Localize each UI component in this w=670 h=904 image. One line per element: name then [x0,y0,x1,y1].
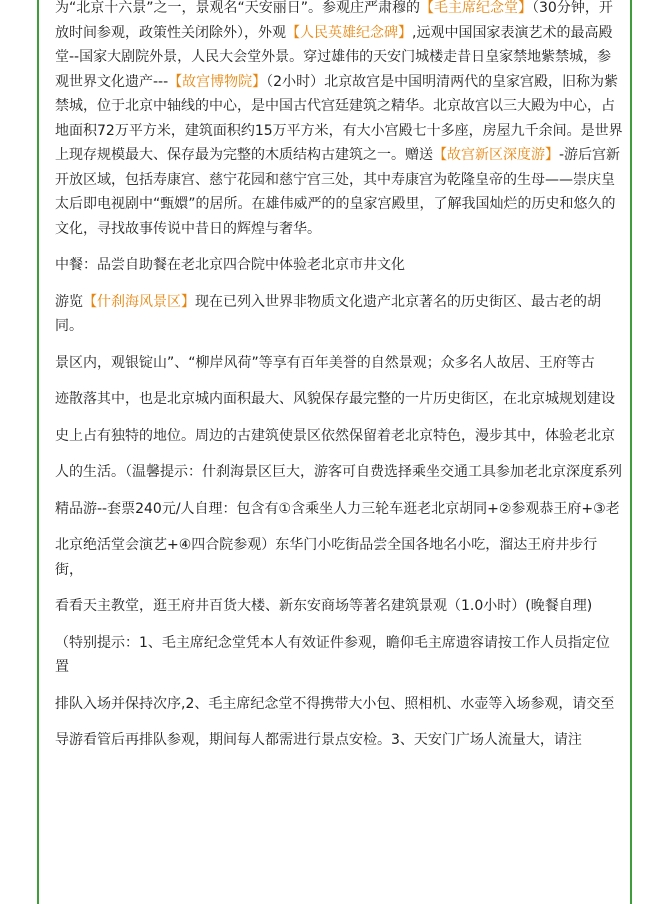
highlight-link[interactable]: 【毛主席纪念堂】 [420,0,533,16]
paragraph: 北京绝活堂会演艺+④四合院参观）东华门小吃街品尝全国各地名小吃，溜达王府井步行街， [55,537,598,578]
paragraph: 看看天主教堂，逛王府井百货大楼、新东安商场等著名建筑景观（1.0小时）(晚餐自理) [55,598,593,614]
shichahai-paragraph [55,290,623,339]
paragraph: 史上占有独特的地位。周边的古建筑使景区依然保留着老北京特色，漫步其中，体验老北京 [55,427,615,444]
paragraph: 导游看管后再排队参观，期间每人都需进行景点安检。3、天安门广场人流量大，请注 [55,732,582,748]
paragraph: 景区内，观银锭山”、“柳岸风荷”等享有百年美誉的自然景观；众多名人故居、王府等古 [55,354,595,371]
paragraph: 排队入场并保持次序,2、毛主席纪念堂不得携带大小包、照相机、水壶等入场参观，请交至 [55,695,615,712]
paragraph: （特别提示：1、毛主席纪念堂凭本人有效证件参观，瞻仰毛主席遗容请按工作人员指定位置 [55,634,610,675]
paragraph: 迹散落其中，也是北京城内面积最大、风貌保存最完整的一片历史街区，在北京城规划建设 [55,391,615,407]
paragraph: 人的生活。（温馨提示：什刹海景区巨大，游客可自费选择乘坐交通工具参加老北京深度系列 [55,464,622,480]
paragraph-text: （30分钟，开放时间参观，政策性关闭除外），外观 [55,0,613,41]
paragraph-text: -游后宫新开放区域，包括寿康宫、慈宁花园和慈宁宫三处，其中寿康宫为乾隆皇帝的生母——崇庆皇太后即电视剧中“甄嬛”的居所。在雄伟威严的的皇家宫殿里，了解我国灿烂的历史和悠久的文化，寻找故事传说中昔日的辉煌与奢华。 [55,147,621,237]
paragraph-text: 游览 [55,293,83,310]
paragraph-text: 为“北京十六景”之一，景观名“天安丽日”。参观庄严肃穆的 [55,0,421,16]
paragraph-text: （2小时）北京故宫是中国明清两代的皇家宫殿，旧称为紫禁城，位于北京中轴线的中心，是中国古代宫廷建筑之精华。北京故宫以三大殿为中心，占地面积72万平方米，建筑面积约15万平方米，有大小宫殿七十多座，房屋九千余间。是世界上现存规模最大、保存最为完整的木质结构古建筑之一。赠送 [55,73,623,163]
paragraph-text: ,远观中国国家表演艺术的最高殿堂--国家大剧院外景，人民大会堂外景。穿过雄伟的天安门城楼走昔日皇家禁地紫禁城，参观世界文化遗产--- [55,24,613,90]
highlight-link[interactable]: 【故宫博物院】 [168,73,267,90]
lunch-paragraph: 中餐：品尝自助餐在老北京四合院中体验老北京市井文化 [55,257,405,273]
highlight-link[interactable]: 【人民英雄纪念碑】 [286,24,412,41]
article-body [55,0,623,753]
highlight-link[interactable]: 【故宫新区深度游】 [433,147,559,163]
highlight-link[interactable]: 【什刹海风景区】 [83,293,195,310]
paragraph-text: 现在已列入世界非物质文化遗产北京著名的历史街区、最古老的胡同。 [55,293,601,334]
itinerary-paragraph [55,0,623,241]
paragraph: 精品游--套票240元/人自理：包含有①含乘坐人力三轮车逛老北京胡同+②参观恭王府+③老 [55,500,620,517]
